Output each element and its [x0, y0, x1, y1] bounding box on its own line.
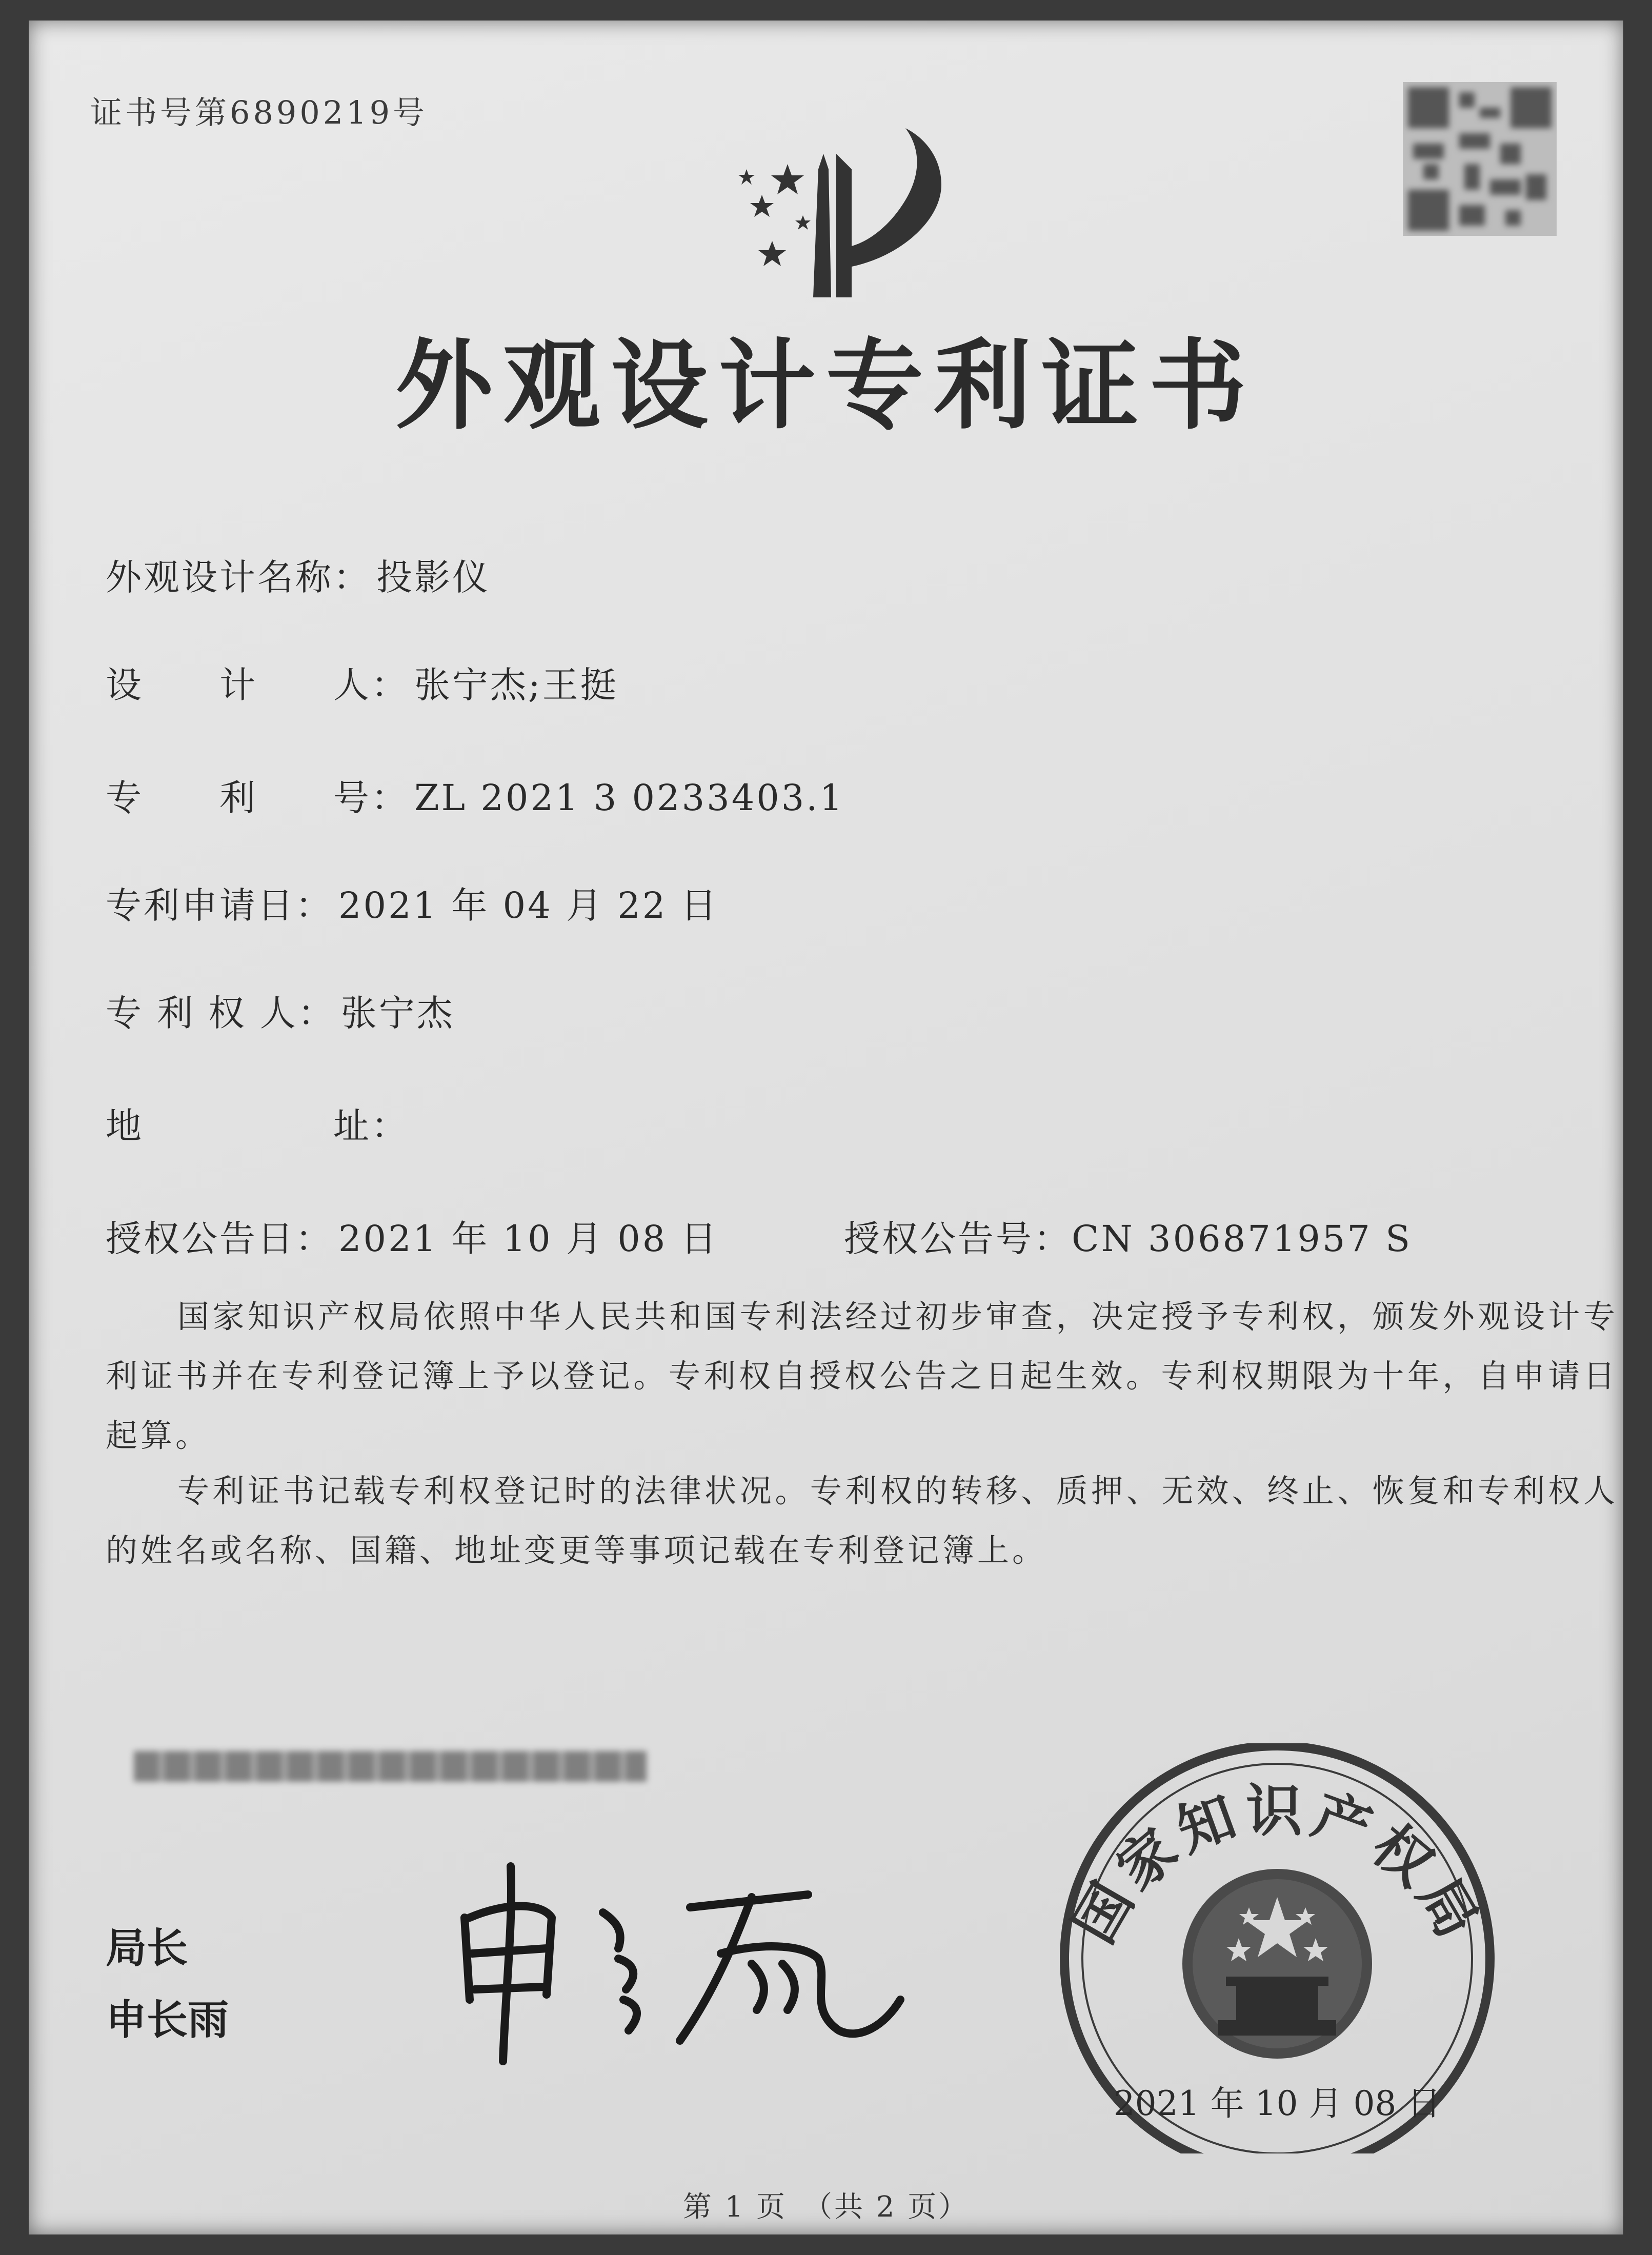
- field-value: CN 306871957 S: [1072, 1218, 1413, 1260]
- field-grant-date: [106, 1210, 719, 1262]
- field-label: 专 利 号：: [106, 777, 409, 819]
- seal-text: 国家知识产权局: [1061, 1778, 1494, 1954]
- director-block: [106, 1912, 229, 2056]
- field-patentee: [106, 984, 455, 1036]
- field-label: 授权公告日：: [106, 1218, 333, 1260]
- director-name: 申长雨: [106, 1996, 229, 2044]
- field-label: 专利申请日：: [106, 884, 333, 927]
- field-designer: [106, 656, 618, 708]
- seal-date: 2021 年 10 月 08 日: [1113, 2084, 1441, 2123]
- field-label: 授权公告号：: [844, 1218, 1072, 1260]
- certificate-title: 外观设计专利证书: [395, 329, 1257, 442]
- field-label: 外观设计名称：: [106, 556, 371, 598]
- field-filing-date: [106, 877, 719, 929]
- paragraph-grant-statement: 国家知识产权局依照中华人民共和国专利法经过初步审查，决定授予专利权，颁发外观设计专利证书并在专利登记簿上予以登记。专利权自授权公告之日起生效。专利权期限为十年，自申请日起算。: [106, 1298, 1618, 1454]
- director-title: 局长: [106, 1924, 188, 1972]
- field-label: 专 利 权 人：: [106, 992, 336, 1034]
- certificate-page: [29, 21, 1623, 2234]
- redacted-barcode: [134, 1751, 647, 1782]
- page-footer: 第 1 页 （共 2 页）: [682, 2190, 970, 2224]
- field-grant-number: [844, 1210, 1412, 1262]
- qr-code-icon: [1403, 82, 1557, 236]
- field-value: 2021 年 10 月 08 日: [338, 1218, 719, 1260]
- field-label: 设 计 人：: [106, 664, 409, 706]
- patent-office-emblem-icon: [675, 92, 993, 308]
- paragraph-legal-status: 专利证书记载专利权登记时的法律状况。专利权的转移、质押、无效、终止、恢复和专利权人的姓名或名称、国籍、地址变更等事项记载在专利登记簿上。: [106, 1472, 1618, 1569]
- field-value: 张宁杰: [340, 992, 455, 1034]
- certificate-number: 证书号第6890219号: [90, 94, 428, 131]
- field-label: 地 址：: [106, 1105, 409, 1147]
- field-value: 投影仪: [376, 556, 490, 598]
- national-emblem-icon: [1182, 1869, 1372, 2059]
- field-design-name: [106, 549, 490, 600]
- official-seal: [1034, 1743, 1521, 2153]
- field-patent-number: [106, 769, 844, 821]
- field-value: ZL 2021 3 0233403.1: [414, 777, 845, 819]
- handwritten-signature: [449, 1846, 911, 2071]
- field-address: [106, 1097, 414, 1149]
- field-value: 2021 年 04 月 22 日: [338, 884, 719, 927]
- field-value: 张宁杰;王挺: [414, 664, 618, 706]
